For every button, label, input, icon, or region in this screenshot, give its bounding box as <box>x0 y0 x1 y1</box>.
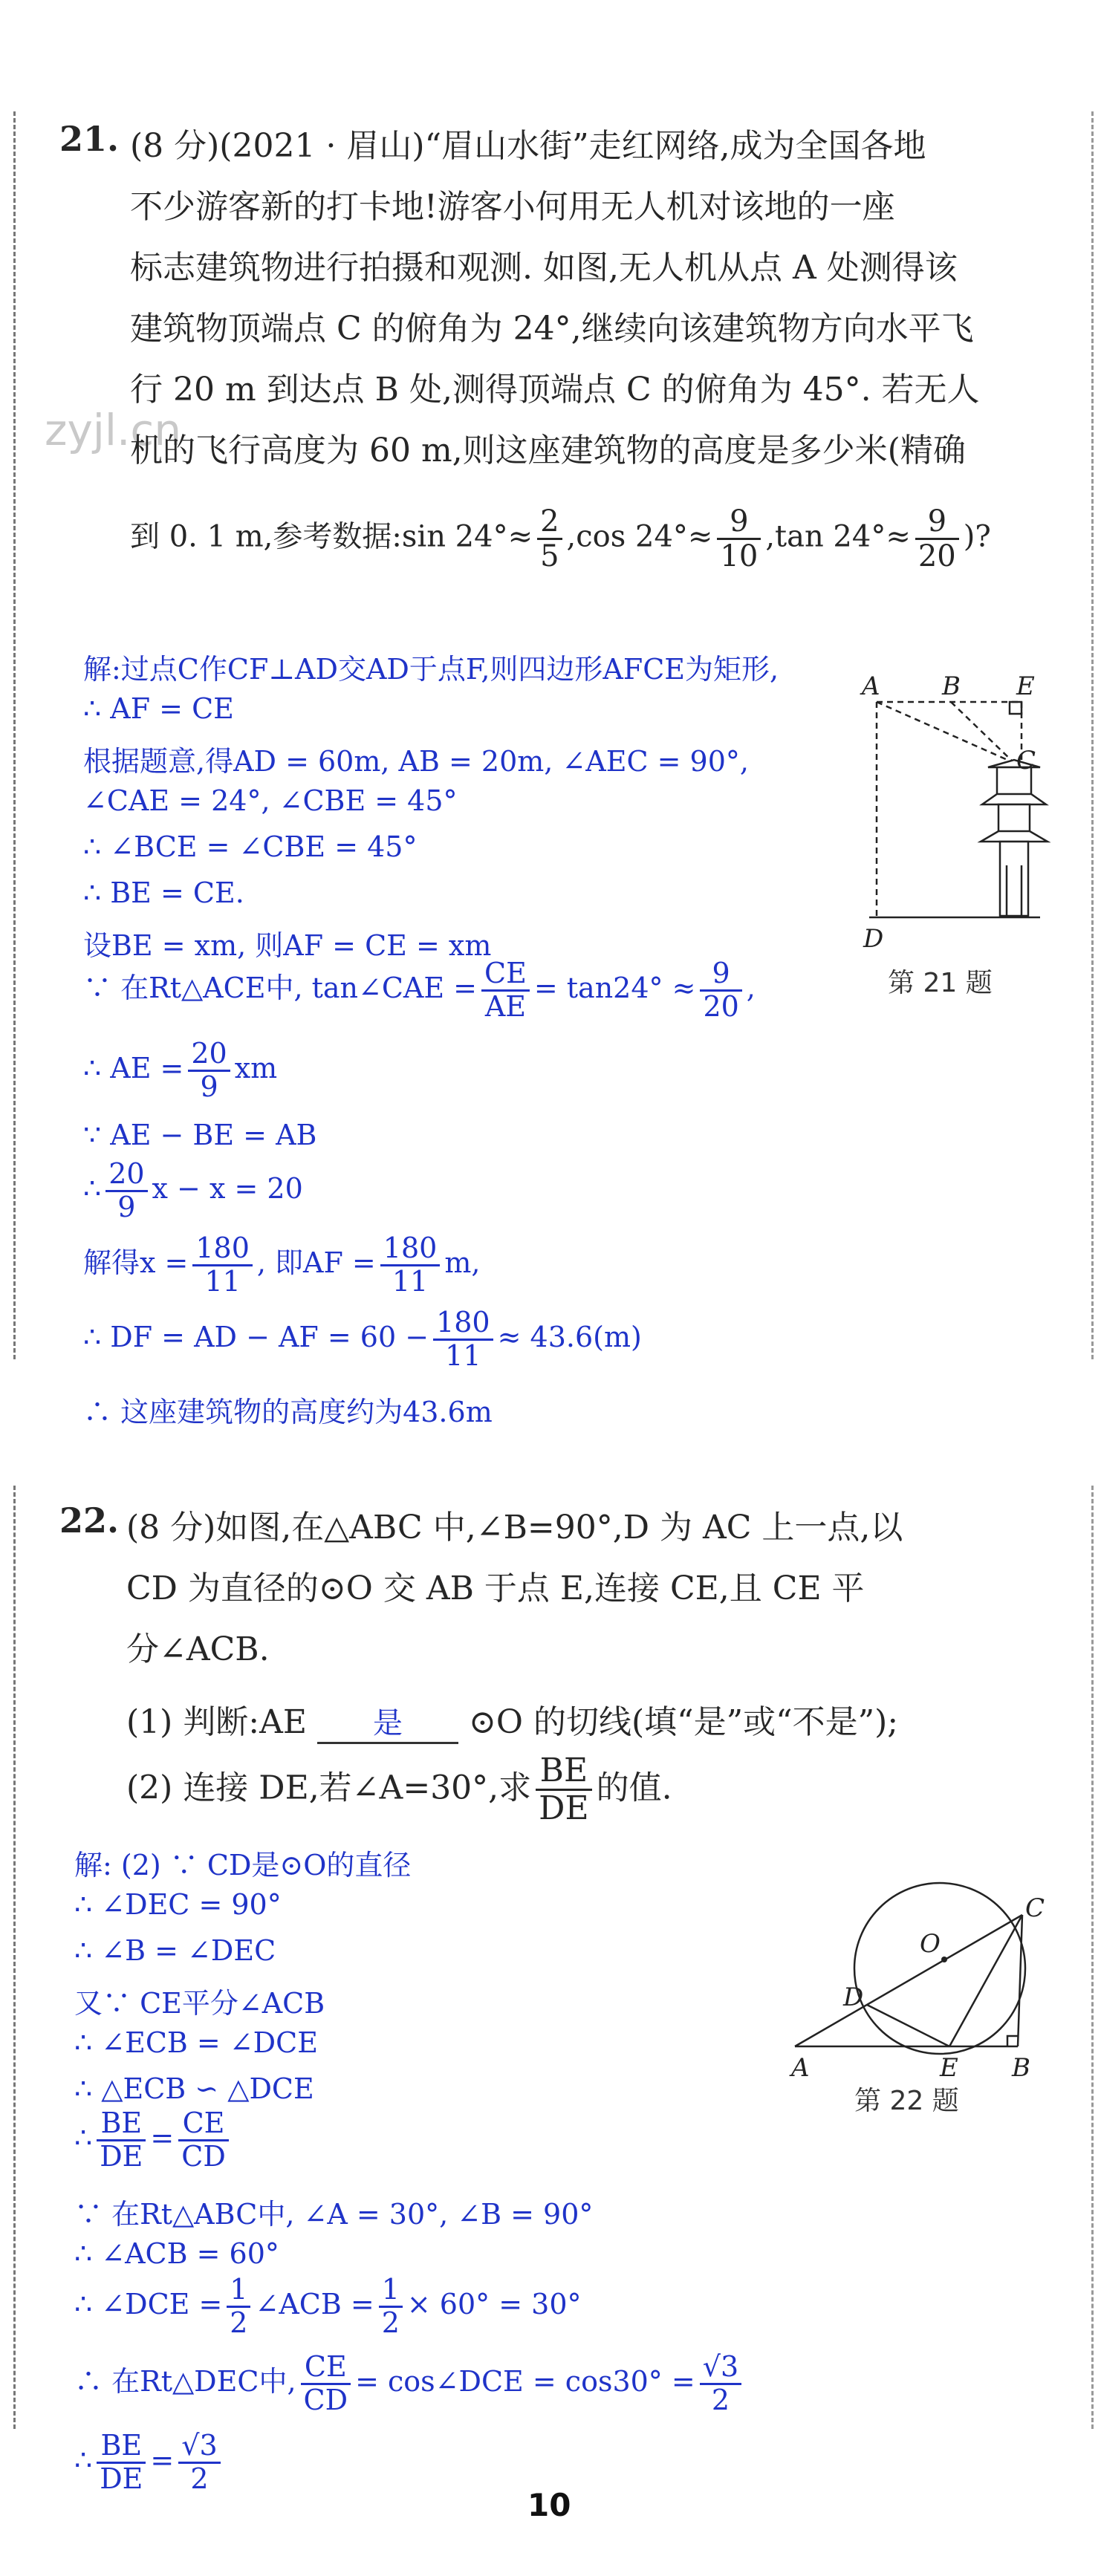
q22-sol-l1: 解: (2) ∵ CD是⊙O的直径 <box>74 1849 412 1881</box>
q21-suffix: )? <box>963 519 991 554</box>
q22-label-b: B <box>1012 2053 1030 2083</box>
q21-line-7 <box>130 505 991 573</box>
q21-label-c: C <box>1016 746 1036 775</box>
q21-sol-l7: 设BE = xm, 则AF = CE = xm <box>83 929 492 962</box>
q21-sol-l9: ∴ AE = $\frac{20}{9}$ xm <box>83 1037 278 1103</box>
q21-sol-l10: ∵ AE − BE = AB <box>83 1119 317 1151</box>
q21-sol-l14: ∴ 这座建筑物的高度约为43.6m <box>83 1396 493 1428</box>
q21-tan-frac: $\frac{9}{20}$ <box>915 505 959 573</box>
q21-label-d: D <box>863 924 884 954</box>
q22-figure <box>780 1864 1062 2087</box>
q22-line-3: 分∠ACB. <box>126 1630 270 1668</box>
q21-sol-l5: ∴ ∠BCE = ∠CBE = 45° <box>83 830 418 863</box>
q21-line-bc <box>951 702 1014 763</box>
q21-sin-text: 到 0. 1 m,参考数据:sin 24°≈ <box>130 519 533 554</box>
q21-sol-l8: ∵ 在Rt△ACE中, tan∠CAE = $\frac{CE}{AE}$ = tan24° ≈ $\frac{9}{20}$ , <box>83 957 756 1023</box>
q21-sol-l1: 解:过点C作CF⊥AD交AD于点F,则四边形AFCE为矩形, <box>83 653 779 686</box>
q21-sol-l3: 根据题意,得AD = 60m, AB = 20m, ∠AEC = 90°, <box>83 745 749 778</box>
q22-line-1: (8 分)如图,在△ABC 中,∠B=90°,D 为 AC 上一点,以 <box>126 1509 903 1546</box>
q22-sol-l4: 又∵ CE平分∠ACB <box>74 1987 325 2020</box>
left-margin-dashed-line-2 <box>13 1486 16 2429</box>
q22-sol-l2: ∴ ∠DEC = 90° <box>74 1888 282 1921</box>
q21-figure <box>854 672 1062 984</box>
q21-sin-frac: $\frac{2}{5}$ <box>537 505 562 573</box>
q22-label-c: C <box>1025 1893 1045 1923</box>
q22-label-a: A <box>791 2053 810 2083</box>
q22-line-de <box>867 2005 949 2046</box>
q21-sol-l13: ∴ DF = AD − AF = 60 − $\frac{180}{11}$ ≈ 43.6(m) <box>83 1306 642 1372</box>
q22-number: 22. <box>59 1500 120 1541</box>
q22-sol-l11: ∴ 在Rt△DEC中, $\frac{CE}{CD}$ = cos∠DCE = cos30° = $\frac{√3}{2}$ <box>74 2352 746 2416</box>
q22-part2-frac: $\frac{BE}{DE}$ <box>536 1753 591 1827</box>
q21-sol-l4: ∠CAE = 24°, ∠CBE = 45° <box>83 784 458 817</box>
q22-sol-l6: ∴ △ECB ∽ △DCE <box>74 2072 314 2105</box>
left-margin-dashed-line <box>13 111 16 1359</box>
right-margin-dashed-line <box>1091 111 1094 1359</box>
q21-figure-caption: 第 21 题 <box>888 968 993 998</box>
q22-sol-l10: ∴ ∠DCE = $\frac{1}{2}$ ∠ACB = $\frac{1}{2}$ × 60° = 30° <box>74 2273 582 2339</box>
q22-sol-l3: ∴ ∠B = ∠DEC <box>74 1934 276 1967</box>
q22-sol-l5: ∴ ∠ECB = ∠DCE <box>74 2026 318 2059</box>
q21-sol-l6: ∴ BE = CE. <box>83 876 244 909</box>
q22-label-e: E <box>940 2053 958 2083</box>
right-margin-dashed-line-2 <box>1091 1486 1094 2429</box>
q22-figure-caption: 第 22 题 <box>854 2086 959 2116</box>
q21-line-4: 建筑物顶端点 C 的俯角为 24°,继续向该建筑物方向水平飞 <box>130 310 974 348</box>
q21-line-6: 机的飞行高度为 60 m,则这座建筑物的高度是多少米(精确 <box>130 432 966 469</box>
q21-label-e: E <box>1016 672 1035 701</box>
q22-part1-answer: 是 <box>317 1700 458 1744</box>
page-number: 10 <box>527 2487 571 2523</box>
q22-sol-l8: ∵ 在Rt△ABC中, ∠A = 30°, ∠B = 90° <box>74 2198 594 2231</box>
q22-label-d: D <box>843 1983 864 2012</box>
q22-sol-l7: ∴ $\frac{BE}{DE}$ = $\frac{CE}{CD}$ <box>74 2108 233 2173</box>
q21-number: 21. <box>59 119 120 159</box>
q21-right-angle-mark <box>1010 702 1022 714</box>
watermark: zyjl.cn <box>45 405 182 455</box>
q21-line-2: 不少游客新的打卡地!游客小何用无人机对该地的一座 <box>130 188 895 226</box>
q21-line-5: 行 20 m 到达点 B 处,测得顶端点 C 的俯角为 45°. 若无人 <box>130 371 980 409</box>
q21-line-1: (8 分)(2021 · 眉山)“眉山水街”走红网络,成为全国各地 <box>130 127 926 165</box>
q21-tan-text: ,tan 24°≈ <box>765 519 911 554</box>
q21-cos-text: ,cos 24°≈ <box>566 519 713 554</box>
q21-label-b: B <box>942 672 961 701</box>
q22-line-ec <box>949 1915 1022 2046</box>
q22-sol-l12: ∴ $\frac{BE}{DE}$ = $\frac{√3}{2}$ <box>74 2430 225 2495</box>
q21-cos-frac: $\frac{9}{10}$ <box>717 505 761 573</box>
q22-part1: (1) 判断:AE 是 ⊙O 的切线(填“是”或“不是”); <box>126 1695 898 1744</box>
q21-line-3: 标志建筑物进行拍摄和观测. 如图,无人机从点 A 处测得该 <box>130 249 958 287</box>
q21-tower <box>981 760 1048 916</box>
q22-label-o: O <box>920 1929 941 1959</box>
q22-circle <box>854 1883 1025 2054</box>
q22-line-2: CD 为直径的⊙O 交 AB 于点 E,连接 CE,且 CE 平 <box>126 1570 865 1607</box>
q22-part2: (2) 连接 DE,若∠A=30°,求 $\frac{BE}{DE}$ 的值. <box>126 1752 672 1828</box>
q21-label-a: A <box>862 672 880 701</box>
q22-center-point <box>941 1957 947 1962</box>
q22-right-angle-mark <box>1007 2036 1018 2046</box>
q21-line-ac <box>877 702 1014 763</box>
q22-sol-l9: ∴ ∠ACB = 60° <box>74 2237 279 2270</box>
q21-sol-l12: 解得x = $\frac{180}{11}$ , 即AF = $\frac{180}{11}$ m, <box>83 1232 481 1298</box>
q21-sol-l11: ∴ $\frac{20}{9}$ x − x = 20 <box>83 1157 303 1223</box>
q21-sol-l2: ∴ AF = CE <box>83 692 234 725</box>
